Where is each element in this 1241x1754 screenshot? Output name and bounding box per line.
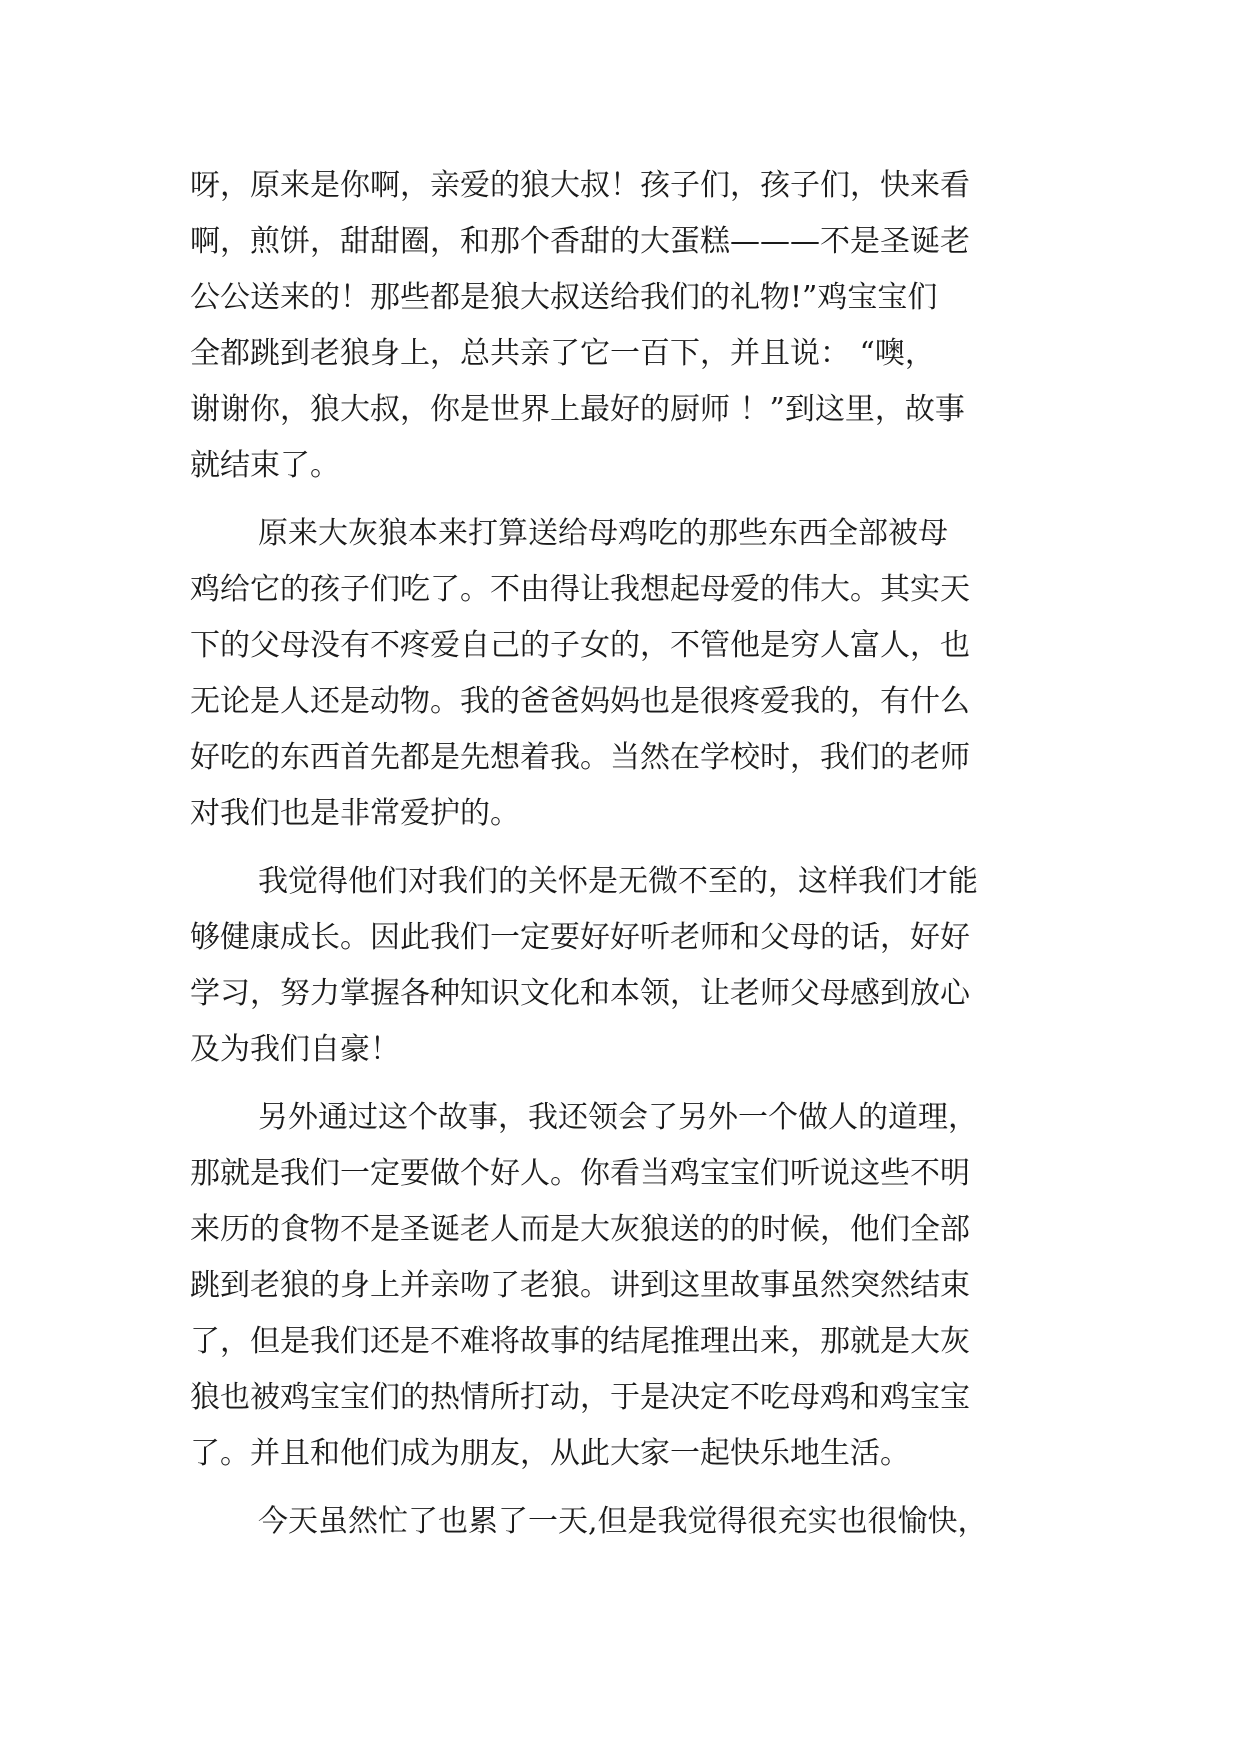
text-line: 好吃的东西首先都是先想着我。当然在学校时，我们的老师 (190, 740, 970, 775)
text-line: 全都跳到老狼身上，总共亲了它一百下，并且说： “噢， (190, 336, 935, 371)
text-line: 了，但是我们还是不难将故事的结尾推理出来，那就是大灰 (190, 1324, 970, 1359)
text-line: 就结束了。 (190, 448, 340, 483)
text-line: 下的父母没有不疼爱自己的子女的，不管他是穷人富人，也 (190, 628, 970, 663)
text-line: 呀，原来是你啊，亲爱的狼大叔！孩子们，孩子们，快来看 (190, 168, 970, 203)
text-line: 公公送来的！那些都是狼大叔送给我们的礼物!”鸡宝宝们 (190, 280, 938, 315)
text-line: 了。并且和他们成为朋友，从此大家一起快乐地生活。 (190, 1436, 910, 1471)
text-line: 跳到老狼的身上并亲吻了老狼。讲到这里故事虽然突然结束 (190, 1268, 970, 1303)
text-line: 那就是我们一定要做个好人。你看当鸡宝宝们听说这些不明 (190, 1156, 970, 1191)
text-line: 对我们也是非常爱护的。 (190, 796, 520, 831)
text-line: 鸡给它的孩子们吃了。不由得让我想起母爱的伟大。其实天 (190, 572, 970, 607)
paragraph-first-line: 今天虽然忙了也累了一天,但是我觉得很充实也很愉快， (258, 1504, 988, 1539)
text-line: 无论是人还是动物。我的爸爸妈妈也是很疼爱我的，有什么 (190, 684, 970, 719)
paragraph-first-line: 我觉得他们对我们的关怀是无微不至的，这样我们才能 (258, 864, 978, 899)
text-line: 学习，努力掌握各种知识文化和本领，让老师父母感到放心 (190, 976, 970, 1011)
text-line: 够健康成长。因此我们一定要好好听老师和父母的话，好好 (190, 920, 970, 955)
text-line: 来历的食物不是圣诞老人而是大灰狼送的的时候，他们全部 (190, 1212, 970, 1247)
paragraph-first-line: 另外通过这个故事，我还领会了另外一个做人的道理， (258, 1100, 978, 1135)
text-line: 及为我们自豪！ (190, 1032, 400, 1067)
document-body (190, 158, 1060, 1550)
text-line: 谢谢你，狼大叔，你是世界上最好的厨师 ！”到这里，故事 (190, 392, 965, 427)
text-line: 狼也被鸡宝宝们的热情所打动，于是决定不吃母鸡和鸡宝宝 (190, 1380, 970, 1415)
paragraph-first-line: 原来大灰狼本来打算送给母鸡吃的那些东西全部被母 (258, 516, 948, 551)
text-line: 啊，煎饼，甜甜圈，和那个香甜的大蛋糕———不是圣诞老 (190, 224, 970, 259)
